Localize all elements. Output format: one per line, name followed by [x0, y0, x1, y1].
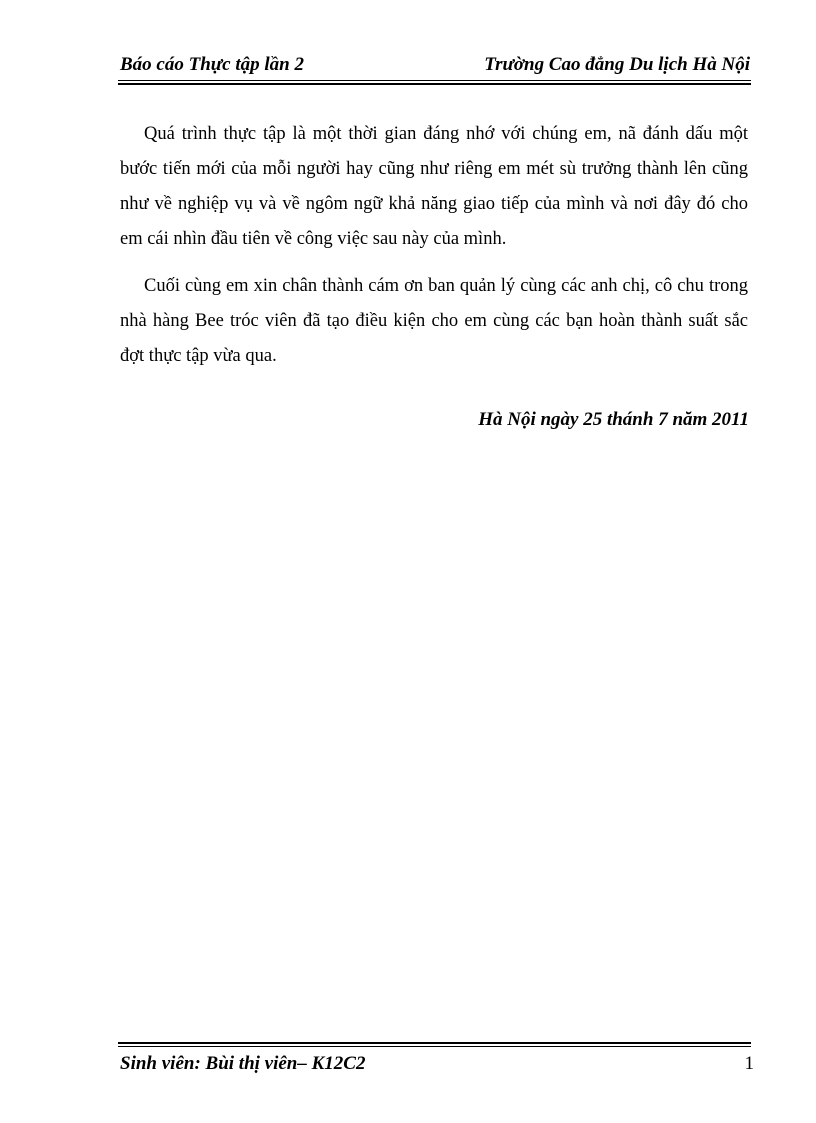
- page-header: [120, 52, 750, 78]
- page-footer: [120, 1051, 754, 1077]
- date-signature-line: Hà Nội ngày 25 thánh 7 năm 2011: [478, 409, 749, 430]
- header-report-title: Báo cáo Thực tập lần 2: [120, 54, 304, 75]
- header-school-name: Trường Cao đẳng Du lịch Hà Nội: [484, 54, 750, 75]
- footer-page-number: 1: [744, 1053, 754, 1074]
- footer-divider-thick: [118, 1042, 751, 1044]
- body-paragraph-2: Cuối cùng em xin chân thành cám ơn ban quản lý cùng các anh chị, cô chu trong nhà hàng Bee tróc viên đã tạo điều kiện cho em cùng các bạn hoàn thành suất sắc đợt thực tập vừa qua.: [120, 276, 748, 366]
- body-paragraph-1: Quá trình thực tập là một thời gian đáng nhớ với chúng em, nã đánh dấu một bước tiến mới của mỗi người hay cũng như riêng em mét sù trưởng thành lên cũng như về nghiệp vụ và về ngôm ngữ khả năng giao tiếp của mình và nơi đây đó cho em cái nhìn đầu tiên về công việc sau này của mình.: [120, 124, 748, 249]
- header-divider-thick: [118, 83, 751, 85]
- header-divider-thin: [118, 80, 751, 81]
- footer-student-info: Sinh viên: Bùi thị viên– K12C2: [120, 1053, 366, 1074]
- footer-divider-thin: [118, 1046, 751, 1047]
